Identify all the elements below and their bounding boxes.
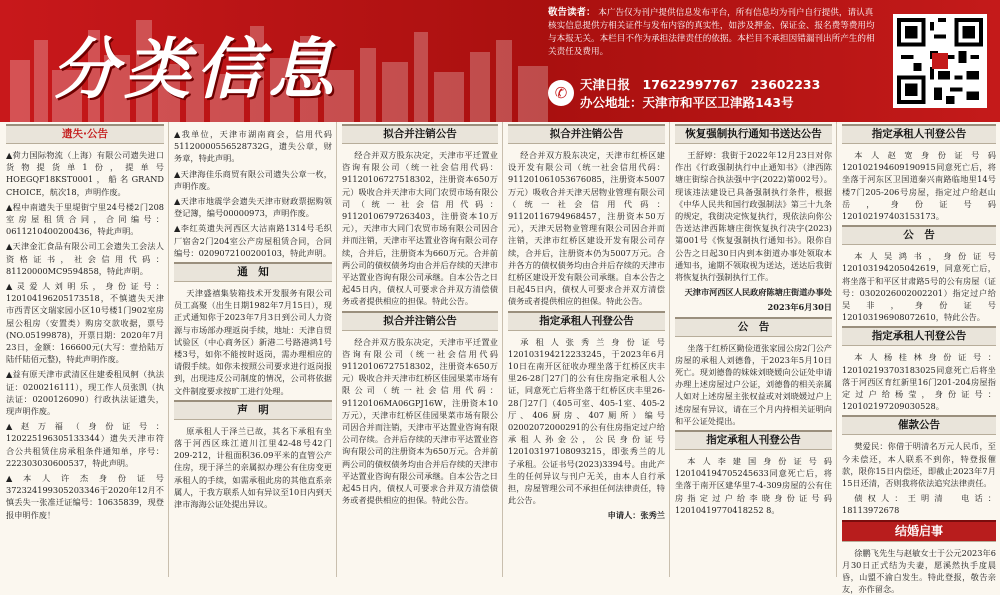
column-tenant-notices xyxy=(838,122,1000,595)
section-heading-merger: 拟合并注销公告 xyxy=(342,311,498,331)
reader-notice xyxy=(548,6,878,59)
phone-icon: ✆ xyxy=(548,80,574,106)
enforcement-body: 王舒婷：我街于2022年12月23日对你作出《行政强制执行中止通知书》（津西陈塘庄街综合执法强中字(2022)第002号）。现该违法建设已具备强制执行条件，根据《中华人民共和国行政强制法》第三十九条的规定，我街决定恢复执行，现依法向你公告送达津西陈塘庄街恢复执行决字(2023)第001号《恢复强制执行通知书》。限你自公告之日起30日内到本街道办事处领取本通知书，逾期不领取视为送达，送达后我街将恢复执行强制执行工作。 xyxy=(675,150,832,283)
notice-title: 敬告读者： xyxy=(548,7,596,18)
section-heading-tenant: 指定承租人刊登公告 xyxy=(842,326,996,346)
column-misc xyxy=(170,122,336,577)
section-heading-tenant: 指定承租人刊登公告 xyxy=(842,124,996,144)
announcement-body: 本人吴鸿书，身份证号120103194205042619，同意死亡后，将坐落于和平区甘肃路5号的公有房屋（证号：0302026002002201）指定过户给吴非，身份证号120103196908072610，特此公告。 xyxy=(842,251,996,323)
section-heading-tenant: 指定承租人刊登公告 xyxy=(508,311,665,331)
tenant-body: 承租人张秀兰身份证号120103194212233245，于2023年6月10日在南开区征收办理坐落于红桥区庆丰里26-28门27门的公有住房指定承租人公证，同意死亡后将坐落于红桥区庆丰里26-28门27门（405可室、405-1室、405-2厅、406厨房、407厕所）编号02002072000291的公有住房指定过户给承租人孙金公，公民身份证号120103197108093215，即张秀兰的儿子承租。公证书号(2023)3394号。由此产生的任何异议与刊户无关，由本人自行承担，房屋管理公司不承担任何法律责任，特此公告。 xyxy=(508,336,665,506)
phone-label: 天津日报 xyxy=(580,77,631,92)
list-item: ▲赵万福（身份证号：120225196305133344）遗失天津市符合公共租赁住房承租条件通知单，序号：222303030600537，特此声明。 xyxy=(6,421,164,468)
signer: 申请人：张秀兰 xyxy=(607,510,665,521)
section-heading-notice: 通 知 xyxy=(174,262,332,282)
column-merger-2 xyxy=(504,122,669,577)
merger-body: 经合并双方股东决定，天津市平迁置业咨询有限公司（统一社会信用代码：91120106727518302，注册资本650万元）吸收合并天津市大同门农贸市场有限公司（统一社会信用代码：91120106797263403，注册资本10万元），天津市大同门农贸市场有限公司因合并而注销，天津市平达置业咨询有限公司存续，合并后，注册资本为660万元。合并前两公司的债权债务均由合并后存续的天津市平达置业咨询有限公司承继。自本公告之日起45日内，债权人可要求合并双方清偿债务或者提供相应的担保。特此公告。 xyxy=(342,150,498,307)
phone-numbers: 17622997767 23602233 xyxy=(642,77,821,92)
contact-phones xyxy=(580,76,820,94)
debt-signer: 债权人：王明清 电话：18113972678 xyxy=(842,493,996,516)
qr-code-icon xyxy=(893,14,987,108)
list-item: ▲荷力国际物流（上海）有限公司遗失进口货物提货单1份，提单号HOEGQF18KST0001，船名GRAND CHOICE，航次18，声明作废。 xyxy=(6,150,164,197)
section-heading-merger: 拟合并注销公告 xyxy=(342,124,498,144)
list-item: ▲李红英遗失河西区大沽南路1314号毛织厂宿舍2门204室公产房屋租赁合同，合同编号：0209072100200103，特此声明。 xyxy=(174,223,332,258)
list-item: ▲益有原天津市武清区住建委租凤舸（执法证：0200216111），现工作人员张凯（执法证：0200126090）行政执法证遗失，现声明作废。 xyxy=(6,369,164,417)
statement-body: 原承租人于泽兰已故，其名下承租有坐落于河西区珠江道川江里42-48号42门209-212，计租面积36.09平米的直管公产住房，现于泽兰的亲属拟办理公有住房变更承租人的手续，如需承租此房的其他直系亲属人，于我方联系人如有异议至10日内到天津市海海公证处提出异议。 xyxy=(174,425,332,510)
section-heading-debt: 催款公告 xyxy=(842,415,996,435)
list-item: ▲我单位，天津市湖南商会，信用代码51120000556528732G，遗失公章，财务章，特此声明。 xyxy=(174,129,332,164)
contact-address: 办公地址：天津市和平区卫津路143号 xyxy=(580,95,794,110)
notice-body: 本广告仅为刊户提供信息发布平台，所有信息均为刊户自行提供，请认真核实信息提供方相关证件与发布内容的真实性，如涉及押金、保证金、报名费等费用均与本报无关。本栏目不作为承担法律责任的依据。本栏目不承担因错漏刊出所产生的相关责任及费用。 xyxy=(548,8,875,57)
column-lost-notices xyxy=(2,122,168,577)
column-merger-1 xyxy=(338,122,502,577)
section-heading-marriage: 结婚启事 xyxy=(842,520,996,542)
column-enforcement xyxy=(671,122,836,577)
tenant-body: 本人赵宽身份证号码120102194609190915同意死亡后，将坐落于河东区卫国道秦兴南路临地里14号楼7门205-206号房屋，指定过户给赵山岳，身份证号码120102197403153173。 xyxy=(842,150,996,222)
tenant-body: 本人杨桂林身份证号：120102193703183025同意死亡后将坐落于河西区育红新里16门201-204房屋指定过户给杨莹，身份证号：120102197209030528。 xyxy=(842,352,996,412)
section-heading-announcement: 公 告 xyxy=(675,317,832,337)
signer: 天津市河西区人民政府陈塘庄街道办事处 xyxy=(684,287,832,298)
merger-body: 经合并双方股东决定，天津市平迁置业咨询有限公司（统一社会信用代码91120106727518302，注册资本650万元）吸收合并天津市红桥区佳园果菜市场有限公司（统一社会信用代码：91120106MA06GPJ16W，注册资本10万元），天津市红桥区佳园果菜市场有限公司因合并而注销，天津市平达置业咨询有限公司存续。合并后存续的天津市平达置业咨询有限公司的注册资本为650万元。合并前两公司的债权债务均由合并后存续的天津市平达置业咨询有限公司承继。自本公告之日起45日内，债权人可要求合并双方清偿债务或者提供相应的担保。特此公告。 xyxy=(342,336,498,506)
page-title: 分类信息 xyxy=(52,31,340,108)
list-item: ▲程中南遗失于里堤街宁里24号楼2门208室房屋租赁合同，合同编号：0611210400200436，特此声明。 xyxy=(6,201,164,237)
list-item: ▲本人许杰身份证号372324199305203346于2020年12月不慎丢失一张准迁证编号：10635839，现登报申明作废！ xyxy=(6,473,164,520)
notice-body: 天津盛禧集装箱技术开发服务有限公司员工高聚（出生日期1982年7月15日），现正式通知你于2023年7月3日到公司人力资源与市场部办理返岗手续，地址：天津自贸试验区（中心商务区）新港二号路港鸿1号楼3号，如你不能按时返岗，需办理相应的请假手续。如你未按照公司要求进行返岗报到，出现违反公司制度的情况，公司将依据文件制度要求按旷工进行处理。 xyxy=(174,288,332,396)
section-heading-merger: 拟合并注销公告 xyxy=(508,124,665,144)
tenant-body: 本人李建国身份证号码120104194705245633同意死亡后，将坐落于南开区建华里7-4-309房屋的公有住房指定过户给李晓身份证号码12010419770418252 8。 xyxy=(675,456,832,515)
section-heading-enforcement: 恢复强制执行通知书送达公告 xyxy=(675,124,832,144)
announcement-body: 坐落于红桥区勤俭道张家园公房2门公产房屋的承租人刘德鲁，于2023年5月10日死亡。现刘德鲁的妹妹刘晓媛向公证处申请办理上述房屋过户公证，刘德鲁的相关亲属人如对上述房屋主张权益或对刘晓媛过户上述房屋有异议，请在三个月内持相关证明向和平公证处提出。 xyxy=(675,342,832,426)
header-banner xyxy=(0,0,1000,122)
debt-body: 樊爱民：你借于明清名万元人民币，至今未偿还，本人联系不到你，特登报催款，限你15日内偿还，即截止2023年7月15日还清，否则我将依法追究法律责任。 xyxy=(842,441,996,489)
list-item: ▲天津金汇食品有限公司工会遗失工会法人资格证书，社会信用代码：81120000MC9594858，特此声明。 xyxy=(6,241,164,276)
list-item: ▲天津市地震学会遗失天津市财政票据购领登记簿，编号00000973，声明作废。 xyxy=(174,196,332,219)
section-heading-statement: 声 明 xyxy=(174,400,332,420)
marriage-body: 徐鹏飞先生与赵敏女士于公元2023年6月30日正式结为夫妻，愿溪然执手度晨昏，山盟不渝白发生。特此登报，敬告亲友，亦作留念。 xyxy=(842,547,996,595)
section-heading-tenant: 指定承租人刊登公告 xyxy=(675,430,832,450)
section-heading-lost: 遗失·公告 xyxy=(6,124,164,144)
merger-body: 经合并双方股东决定，天津市红桥区建设开发有限公司（统一社会信用代码：911201061053676085，注册资本5007万元）吸收合并天津天居物业管理有限公司（统一社会信用代码：91120116794968457，注册资本50万元），天津天居物业管理有限公司因合并而注销，天津市红桥区建设开发有限公司存续，合并后，注册资本仍为5007万元。合并各方的债权债务均由合并后存续的天津市红桥区建设开发有限公司承继。自本公告之日起45日内，债权人可要求合并双方清偿债务或者提供相应的担保。特此公告。 xyxy=(508,150,665,307)
list-item: ▲灵爱人刘明乐，身份证号：120104196205173518，不慎遗失天津市西青区文瑞家园小区10号楼1门902室房屋公租房（安置类）购房交款收据，票号(NO.05199878)，开票日期：2020年7月23日，金额：166600元(大写：壹拾陆万陆仟陆佰元整)，特此声明作废。 xyxy=(6,281,164,365)
contact-block xyxy=(548,76,820,112)
section-heading-announcement: 公 告 xyxy=(842,225,996,245)
date: 2023年6月30日 xyxy=(767,302,832,313)
list-item: ▲天津海佳乐商贸有限公司遗失公章一枚，声明作废。 xyxy=(174,168,332,191)
